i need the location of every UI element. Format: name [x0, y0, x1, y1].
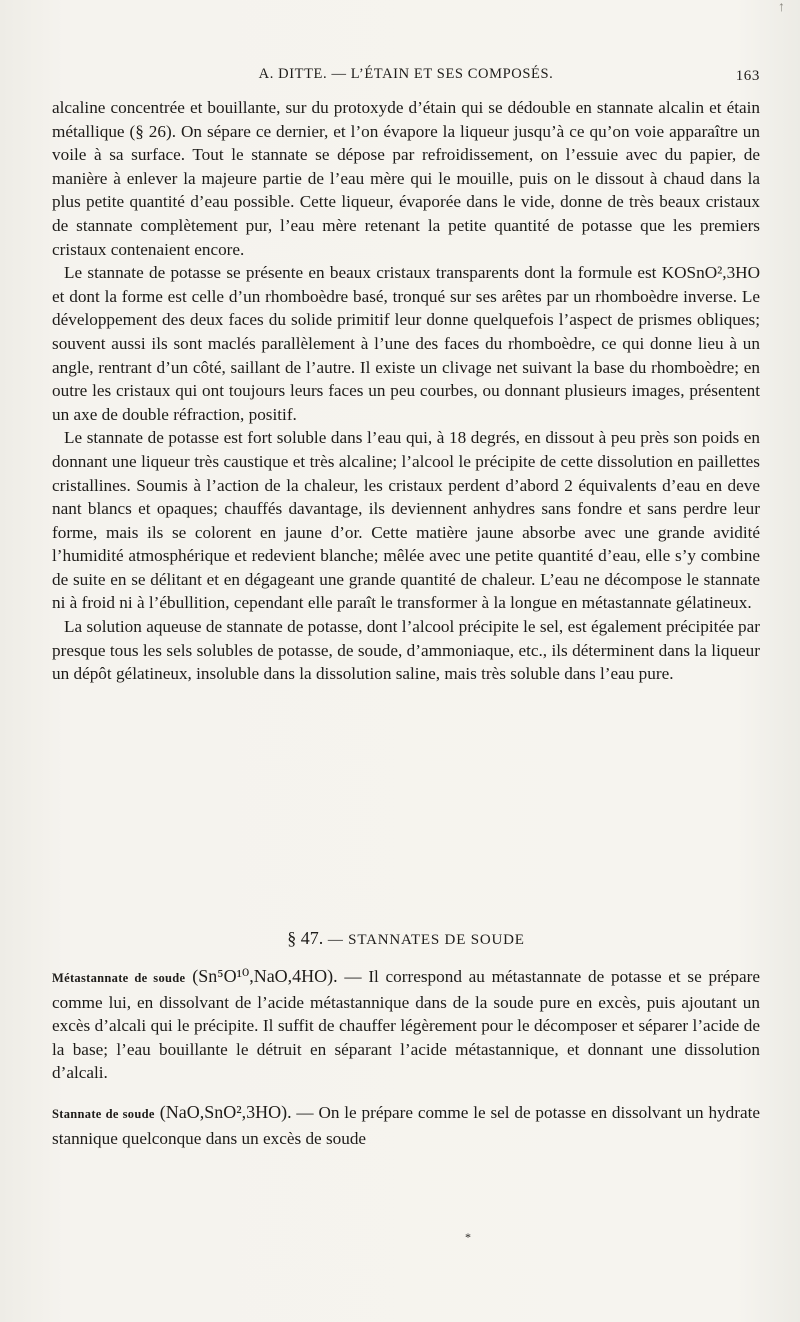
footnote-mark: * [465, 1230, 471, 1244]
paragraph-continuation: alcaline concentrée et bouillante, sur du protoxyde d’étain qui se dédouble en stannate alcalin et étain métallique (§ 26). On sépare ce dernier, et l’on évapore la liqueur jusqu’à ce qu’on voie apparaître un voile à sa surface. Tout le stannate se dépose par refroidissement, on l’essuie avec du papier, de manière à enlever la majeure partie de l’eau mère qui le mouille, puis on le dissout à chaud dans la plus petite quantité d’eau possible. Cette liqueur, évaporée dans le vide, donne de très beaux cristaux de stannate complètement pur, l’eau mère retenant la petite quantité de potasse que les premiers cristaux contenaient encore. [52, 98, 760, 259]
running-title: A. DITTE. — L’ÉTAIN ET SES COMPOSÉS. [258, 66, 554, 82]
section-heading [52, 928, 760, 949]
entry-text: — Il correspond au métastannate de potasse et se prépare comme lui, en dissolvant de l’acide métastannique dans de la soude pure en excès, puis ajoutant un excès d’alcali qui le précipite. Il suffit de chauffer légèrement pour le décomposer et séparer l’acide de la base; l’eau bouillante le détruit en séparant l’acide métastannique, et donnant une dissolution d’alcali. [52, 967, 760, 1083]
section-title: STANNATES DE SOUDE [348, 932, 525, 948]
entry-metastannate [52, 965, 760, 1085]
corner-mark: ↑ [778, 0, 785, 15]
page-header [52, 66, 760, 88]
paragraph-precipitation: La solution aqueuse de stannate de potasse, dont l’alcool précipite le sel, est également précipitée par presque tous les sels solubles de potasse, de soude, d’ammoniaque, etc., ils déterminent dans la liqueur un dépôt gélatineux, insoluble dans la dissolution saline, mais très soluble dans l’eau pure. [52, 617, 760, 684]
section-symbol: § 47. [287, 928, 324, 948]
entry-formula: (Sn⁵O¹⁰,NaO,4HO). [185, 966, 338, 986]
section-body [52, 965, 760, 1166]
entry-text: — On le prépare comme le sel de potasse en dissolvant un hydrate stannique quelconque dans un excès de soude [52, 1102, 760, 1148]
entry-formula: (NaO,SnO²,3HO). [154, 1101, 292, 1122]
entry-stannate [52, 1101, 760, 1150]
section-dash: — [323, 932, 349, 948]
page-number: 163 [735, 68, 760, 84]
main-text [52, 96, 760, 686]
paragraph-crystal-form: Le stannate de potasse se présente en beaux cristaux transparents dont la formule est KOSnO²,3HO et dont la forme est celle d’un rhomboèdre basé, tronqué sur ses arêtes par un rhomboèdre inverse. Le développement des deux faces du solide primitif leur donne quelquefois l’aspect de prismes obliques; souvent aussi ils sont maclés parallèlement à l’une des faces du rhomboèdre, ce qui donne lieu à un angle, rentrant d’un côté, saillant de l’autre. Il existe un clivage net suivant la base du rhomboèdre; en outre les cristaux qui ont toujours leurs faces un peu courbes, ou donnant plusieurs images, présentent un axe de double réfraction, positif. [52, 263, 760, 424]
entry-term: Métastannate de soude [52, 971, 186, 985]
paragraph-solubility: Le stannate de potasse est fort soluble dans l’eau qui, à 18 degrés, en dissout à peu près son poids en donnant une liqueur très caustique et très alcaline; l’alcool le précipite de cette dissolution en paillettes cristallines. Soumis à l’action de la chaleur, les cristaux perdent d’abord 2 équivalents d’eau en deve nant blancs et opaques; chauffés davantage, ils deviennent anhydres sans fondre et sans perdre leur forme, mais ils se colorent en jaune d’or. Cette matière jaune absorbe avec une grande avidité l’humidité atmosphérique et redevient blanche; mêlée avec une petite quantité d’eau, elle s’y combine de suite en se délitant et en dégageant une grande quantité de chaleur. L’eau ne décompose le stannate ni à froid ni à l’ébullition, cependant elle paraît le transformer à la longue en métastannate gélatineux. [52, 428, 760, 613]
entry-term: Stannate de soude [52, 1106, 155, 1121]
